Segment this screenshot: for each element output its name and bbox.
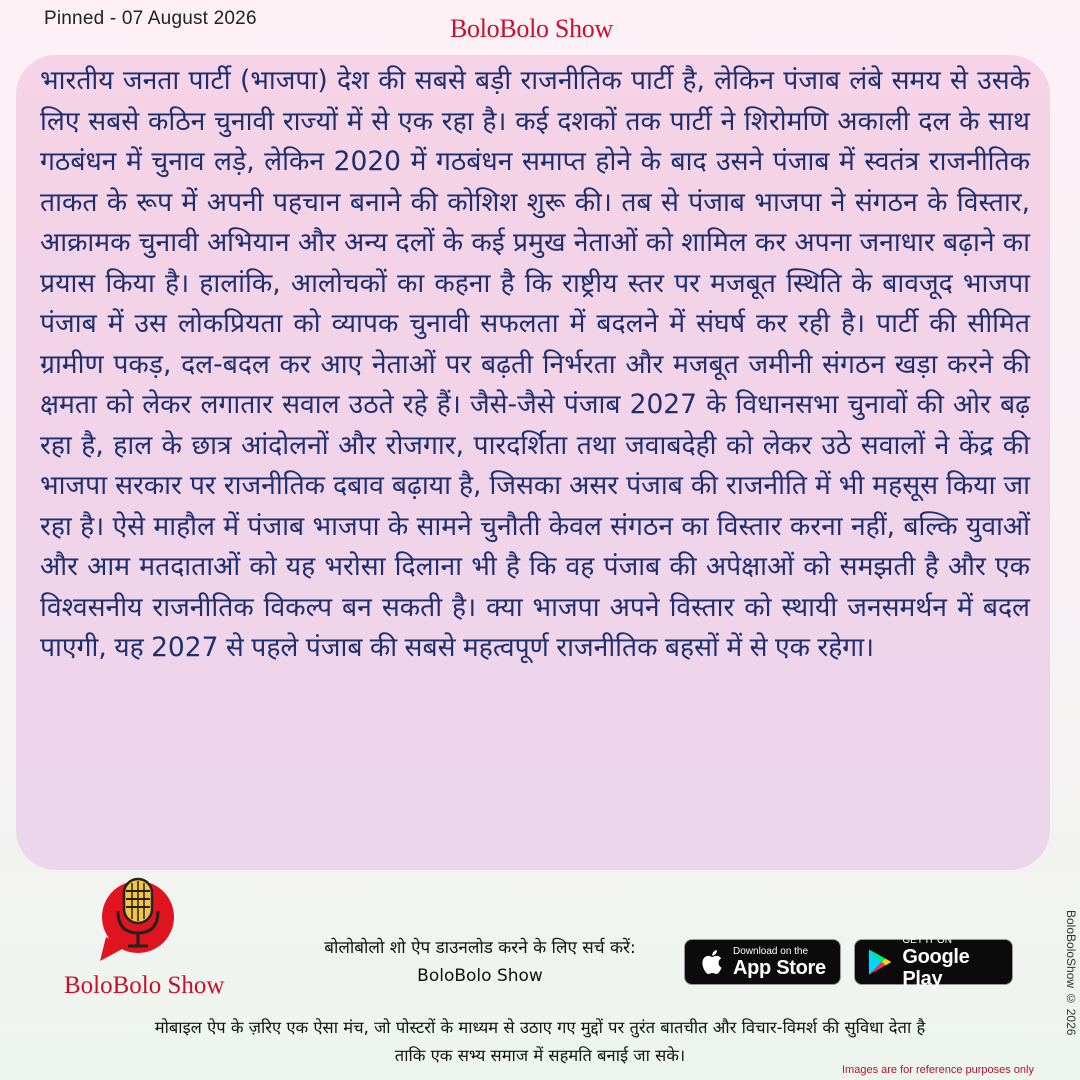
brand-title: BoloBolo Show (450, 14, 613, 43)
copyright-vertical: BoloBoloShow © 2026 (1064, 910, 1078, 1036)
app-store-small-label: Download on the (733, 945, 809, 957)
google-play-button[interactable] (854, 934, 1013, 990)
apple-icon (699, 948, 723, 976)
tagline-line-1: मोबाइल ऐप के ज़रिए एक ऐसा मंच, जो पोस्टरों के माध्यम से उठाए गए मुद्दों पर तुरंत बातचीत और विचार-विमर्श की सुविधा देता है (154, 1018, 926, 1037)
footer-brand: BoloBolo Show (64, 972, 225, 999)
app-store-label: App Store (733, 956, 826, 979)
search-prompt: बोलोबोलो शो ऐप डाउनलोड करने के लिए सर्च करें: (324, 938, 636, 958)
tagline (20, 1014, 1060, 1070)
app-store-button[interactable] (684, 939, 841, 985)
pinned-date: Pinned - 07 August 2026 (44, 8, 257, 29)
google-play-icon (867, 948, 892, 976)
google-play-label: Google Play (902, 945, 970, 990)
microphone-speech-bubble-icon (96, 875, 184, 967)
search-term: BoloBolo Show (417, 966, 543, 986)
app-search-instructions (300, 934, 660, 990)
disclaimer: Images are for reference purposes only (842, 1064, 1034, 1076)
tagline-line-2: ताकि एक सभ्य समाज में सहमति बनाई जा सके। (394, 1046, 686, 1065)
article-card (16, 55, 1050, 870)
article-text: भारतीय जनता पार्टी (भाजपा) देश की सबसे बड़ी राजनीतिक पार्टी है, लेकिन पंजाब लंबे समय से उसके लिए सबसे कठिन चुनावी राज्यों में से एक रहा है। कई दशकों तक पार्टी ने शिरोमणि अकाली दल के साथ गठबंधन में चुनाव लड़े, लेकिन 2020 में गठबंधन समाप्त होने के बाद उसने पंजाब में स्वतंत्र राजनीतिक ताकत के रूप में अपनी पहचान बनाने की कोशिश शुरू की। तब से पंजाब भाजपा ने संगठन के विस्तार, आक्रामक चुनावी अभियान और अन्य दलों के कई प्रमुख नेताओं को शामिल कर अपना जनाधार बढ़ाने का प्रयास किया है। हालांकि, आलोचकों का कहना है कि राष्ट्रीय स्तर पर मजबूत स्थिति के बावजूद भाजपा पंजाब में उस लोकप्रियता को व्यापक चुनावी सफलता में बदलने में संघर्ष कर रही है। पार्टी की सीमित ग्रामीण पकड़, दल-बदल कर आए नेताओं पर बढ़ती निर्भरता और मजबूत जमीनी संगठन खड़ा करने की क्षमता को लेकर लगातार सवाल उठते रहे हैं। जैसे-जैसे पंजाब 2027 के विधानसभा चुनावों की ओर बढ़ रहा है, हाल के छात्र आंदोलनों और रोजगार, पारदर्शिता तथा जवाबदेही को लेकर उठे सवालों ने केंद्र की भाजपा सरकार पर राजनीतिक दबाव बढ़ाया है, जिसका असर पंजाब की राजनीति में भी महसूस किया जा रहा है। ऐसे माहौल में पंजाब भाजपा के सामने चुनौती केवल संगठन का विस्तार करना नहीं, बल्कि युवाओं और आम मतदाताओं को यह भरोसा दिलाना भी है कि वह पंजाब की अपेक्षाओं को समझती है और एक विश्वसनीय राजनीतिक विकल्प बन सकती है। क्या भाजपा अपने विस्तार को स्थायी जनसमर्थन में बदल पाएगी, यह 2027 से पहले पंजाब की सबसे महत्वपूर्ण राजनीतिक बहसों में से एक रहेगा। (40, 65, 1030, 663)
google-play-small-label: GET IT ON (902, 934, 953, 946)
